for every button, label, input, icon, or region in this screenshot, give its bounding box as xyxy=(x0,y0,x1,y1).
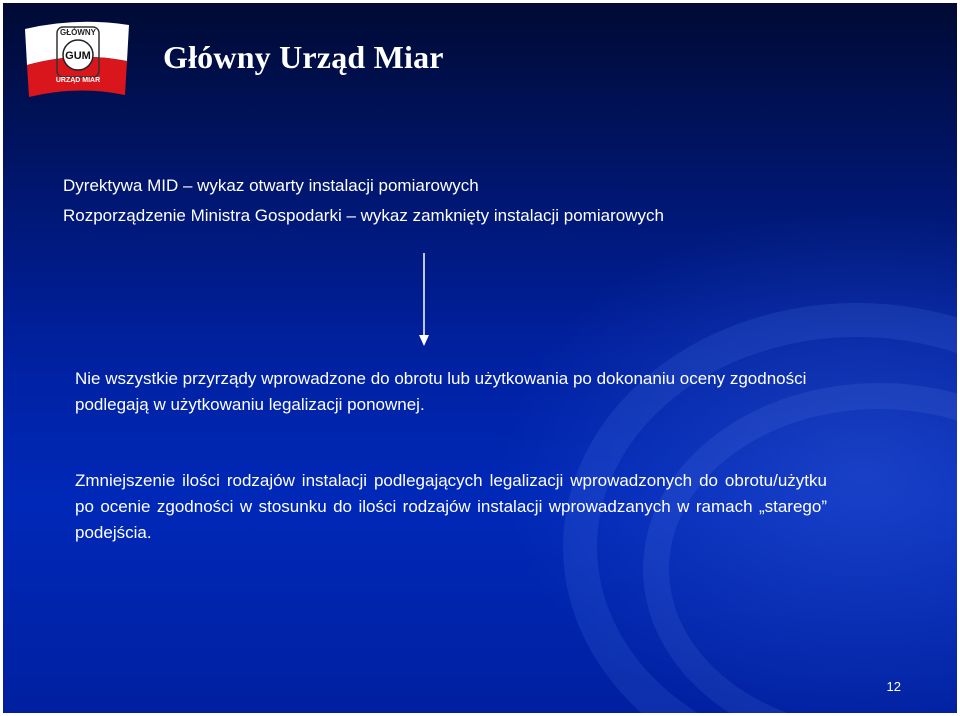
page-number: 12 xyxy=(886,679,901,694)
gum-logo xyxy=(21,15,133,99)
down-arrow-icon xyxy=(416,253,432,349)
paragraph-1: Nie wszystkie przyrządy wprowadzone do obrotu lub użytkowania po dokonaniu oceny zgodności podlegają w użytkowaniu legalizacji ponownej. xyxy=(75,369,807,414)
intro-line-2: Rozporządzenie Ministra Gospodarki – wykaz zamknięty instalacji pomiarowych xyxy=(63,206,664,225)
slide xyxy=(3,3,957,713)
logo-center-text: GUM xyxy=(65,50,91,62)
intro-line-1: Dyrektywa MID – wykaz otwarty instalacji pomiarowych xyxy=(63,176,479,195)
logo-bottom-text: URZĄD MIAR xyxy=(55,77,101,84)
paragraph-2: Zmniejszenie ilości rodzajów instalacji podlegających legalizacji wprowadzonych do obrotu/użytku po ocenie zgodności w stosunku do ilości rodzajów instalacji wprowadzanych w ramach „starego” podejścia. xyxy=(75,471,827,542)
logo-top-text: GŁÓWNY xyxy=(60,28,96,37)
slide-title: Główny Urząd Miar xyxy=(163,39,444,75)
